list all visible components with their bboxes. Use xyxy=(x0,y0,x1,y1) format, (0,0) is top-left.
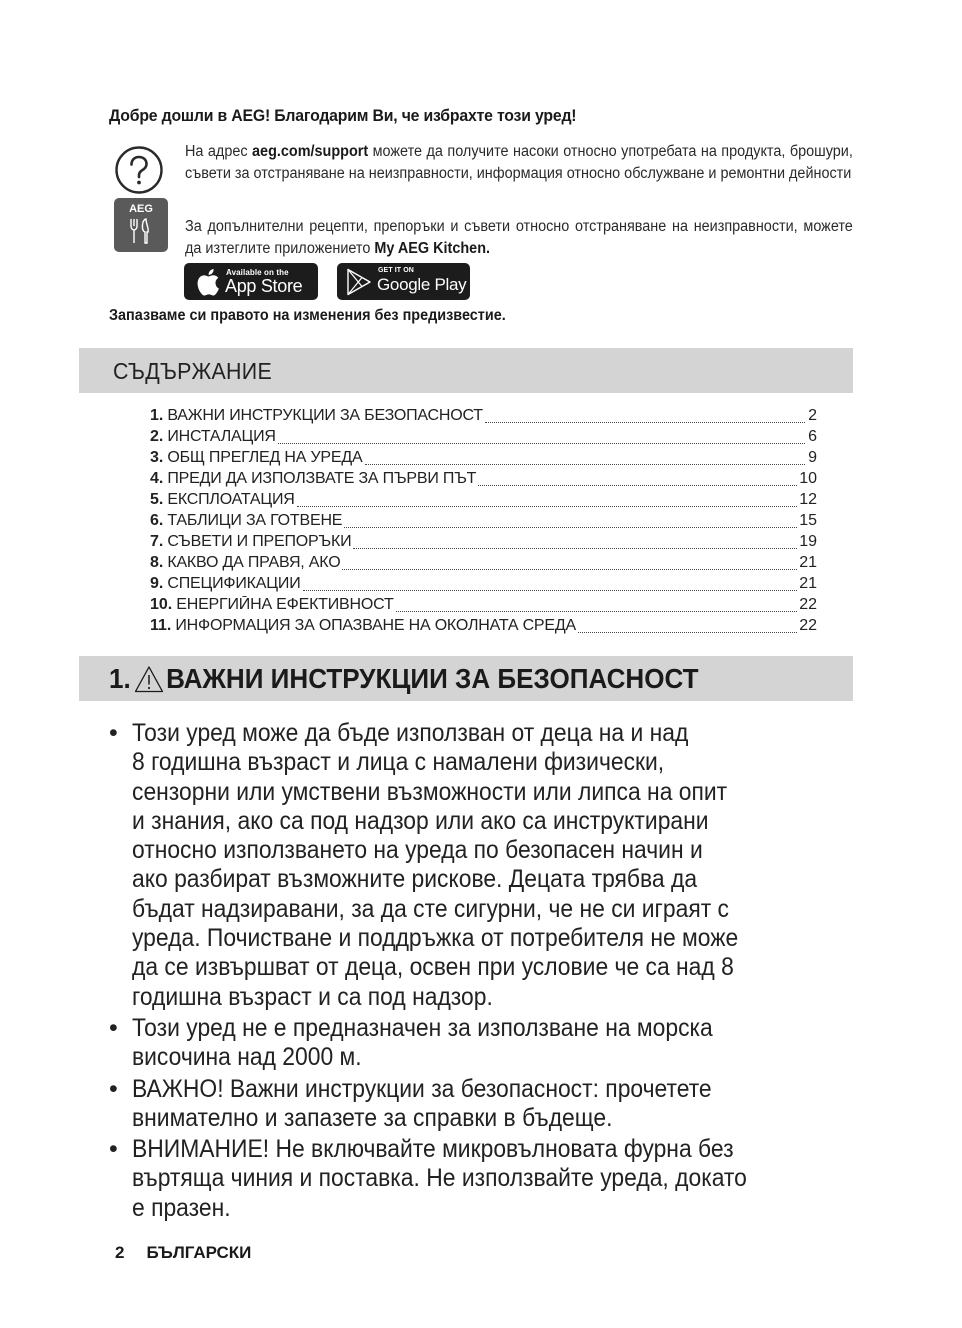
app-store-badge[interactable] xyxy=(184,263,318,300)
bullet-line: годишна възраст и са под надзор. xyxy=(132,982,493,1011)
app-name: My AEG Kitchen. xyxy=(374,239,491,257)
toc-item-number: 3. xyxy=(150,449,164,466)
toc-item-page: 22 xyxy=(799,617,817,634)
toc-item-label: ПРЕДИ ДА ИЗПОЛЗВАТЕ ЗА ПЪРВИ ПЪТ xyxy=(167,470,477,487)
toc-leader-dots xyxy=(342,569,797,570)
toc-item-number: 5. xyxy=(150,491,164,508)
bullet-text xyxy=(132,1135,837,1223)
toc-title: СЪДЪРЖАНИЕ xyxy=(113,358,272,384)
toc-leader-dots xyxy=(478,485,797,486)
app-store-small-text: Available on the xyxy=(226,268,289,277)
safety-instructions-list xyxy=(109,719,869,1223)
toc-item-number: 10. xyxy=(150,596,173,613)
toc-item-page: 6 xyxy=(808,428,817,445)
bullet-line: ВНИМАНИЕ! Не включвайте микровълновата фурна без xyxy=(132,1135,734,1164)
list-item xyxy=(109,1075,869,1134)
bullet-text xyxy=(132,1014,837,1073)
toc-item-page: 10 xyxy=(799,470,817,487)
cutlery-icon xyxy=(129,218,153,244)
toc-item[interactable] xyxy=(150,512,817,533)
toc-item-label: ВАЖНИ ИНСТРУКЦИИ ЗА БЕЗОПАСНОСТ xyxy=(167,407,483,424)
app-text: За допълнителни рецепти, препоръки и съвети относно отстраняване на неизправности, можете да изтеглите приложението xyxy=(185,218,853,257)
toc-item[interactable] xyxy=(150,575,817,596)
google-play-icon xyxy=(346,268,372,296)
toc-item[interactable] xyxy=(150,449,817,470)
bullet-text xyxy=(132,719,837,1012)
toc-item-page: 22 xyxy=(799,596,817,613)
toc-item-number: 6. xyxy=(150,512,164,529)
toc-item-number: 1. xyxy=(150,407,164,424)
toc-item-number: 4. xyxy=(150,470,164,487)
bullet-dot: • xyxy=(109,1013,118,1042)
page-footer xyxy=(115,1243,251,1263)
toc-item-page: 9 xyxy=(808,449,817,466)
bullet-line: уреда. Почистване и поддръжка от потребителя не може xyxy=(132,924,739,953)
toc-item-number: 7. xyxy=(150,533,164,550)
toc-header-bar xyxy=(79,348,853,393)
toc-leader-dots xyxy=(578,632,797,633)
page-number: 2 xyxy=(115,1243,125,1262)
toc-item-page: 21 xyxy=(799,554,817,571)
bullet-line: относно използването на уреда по безопасен начин и xyxy=(132,836,703,865)
toc-item-page: 21 xyxy=(799,575,817,592)
toc-leader-dots xyxy=(278,443,805,444)
bullet-line: ако разбират възможните рискове. Децата трябва да xyxy=(132,865,698,894)
toc-item-page: 2 xyxy=(808,407,817,424)
bullet-line: ВАЖНО! Важни инструкции за безопасност: прочетете xyxy=(132,1074,712,1103)
toc-item-page: 19 xyxy=(799,533,817,550)
bullet-dot: • xyxy=(109,719,118,747)
toc-item-label: ИНСТАЛАЦИЯ xyxy=(167,428,276,445)
toc-item[interactable] xyxy=(150,617,817,638)
bullet-line: да се извършват от деца, освен при условие че са над 8 xyxy=(132,953,734,982)
toc-leader-dots xyxy=(485,422,805,423)
toc-item-label: СПЕЦИФИКАЦИИ xyxy=(167,575,301,592)
toc-item-label: ТАБЛИЦИ ЗА ГОТВЕНЕ xyxy=(167,512,343,529)
reserve-rights-note: Запазваме си правото на изменения без предизвестие. xyxy=(109,307,506,324)
toc-item-label: ЕНЕРГИЙНА ЕФЕКТИВНОСТ xyxy=(176,596,394,613)
support-prefix: На адрес xyxy=(185,143,253,160)
toc-leader-dots xyxy=(344,527,797,528)
welcome-heading: Добре дошли в AEG! Благодарим Ви, че избрахте този уред! xyxy=(109,106,577,125)
toc-item-number: 8. xyxy=(150,554,164,571)
bullet-line: е празен. xyxy=(132,1193,231,1222)
toc-item[interactable] xyxy=(150,533,817,554)
toc-leader-dots xyxy=(353,548,797,549)
toc-item-page: 12 xyxy=(799,491,817,508)
bullet-line: въртяща чиния и поставка. Не използвайте уреда, докато xyxy=(132,1164,747,1193)
apple-icon xyxy=(194,267,220,297)
google-play-badge[interactable] xyxy=(337,263,470,300)
bullet-line: сензорни или умствени възможности или липса на опит xyxy=(132,777,728,806)
google-play-small-text: GET IT ON xyxy=(378,267,414,274)
bullet-line: и знания, ако са под надзор или ако са инструктирани xyxy=(132,806,709,835)
toc-item-label: ОБЩ ПРЕГЛЕД НА УРЕДА xyxy=(167,449,363,466)
toc-item[interactable] xyxy=(150,470,817,491)
list-item xyxy=(109,1135,869,1223)
toc-item[interactable] xyxy=(150,407,817,428)
aeg-logo-text: AEG xyxy=(129,203,153,215)
bullet-line: бъдат надзиравани, за да сте сигурни, че не си играят с xyxy=(132,894,730,923)
toc-item-label: ЕКСПЛОАТАЦИЯ xyxy=(167,491,295,508)
list-item xyxy=(109,1014,869,1073)
support-text: можете да получите насоки относно употребата на продукта, брошури, съвети за отстраняване на неизправности, информация относно обслужване и ремонтни дейности xyxy=(185,143,853,182)
support-link[interactable]: aeg.com/support xyxy=(252,143,369,160)
toc-leader-dots xyxy=(396,611,798,612)
toc-leader-dots xyxy=(365,464,806,465)
toc-item-number: 2. xyxy=(150,428,164,445)
list-item xyxy=(109,719,869,1012)
toc-item-number: 9. xyxy=(150,575,164,592)
warning-triangle-icon xyxy=(134,665,164,693)
app-paragraph xyxy=(185,216,853,259)
question-circle-icon xyxy=(114,145,164,195)
bullet-line: Този уред може да бъде използван от деца на и над xyxy=(132,719,689,747)
toc-item[interactable] xyxy=(150,554,817,575)
section-title xyxy=(109,663,699,695)
support-paragraph xyxy=(185,141,853,184)
bullet-line: внимателно и запазете за справки в бъдеще. xyxy=(132,1103,613,1132)
bullet-line: височина над 2000 м. xyxy=(132,1043,362,1072)
app-store-label: App Store xyxy=(225,276,303,296)
aeg-kitchen-app-icon xyxy=(114,198,168,252)
table-of-contents xyxy=(150,407,817,638)
toc-item[interactable] xyxy=(150,428,817,449)
footer-language: БЪЛГАРСКИ xyxy=(146,1243,252,1262)
section-header-bar xyxy=(79,656,853,701)
toc-item-label: ИНФОРМАЦИЯ ЗА ОПАЗВАНЕ НА ОКОЛНАТА СРЕДА xyxy=(175,617,576,634)
toc-item[interactable] xyxy=(150,596,817,617)
section-number: 1. xyxy=(109,663,131,694)
bullet-line: Този уред не е предназначен за използване на морска xyxy=(132,1013,713,1042)
toc-item-number: 11. xyxy=(150,617,172,634)
section-title-text: ВАЖНИ ИНСТРУКЦИИ ЗА БЕЗОПАСНОСТ xyxy=(166,663,699,694)
bullet-text xyxy=(132,1075,837,1134)
bullet-dot: • xyxy=(109,1135,118,1164)
toc-leader-dots xyxy=(297,506,798,507)
toc-item-label: СЪВЕТИ И ПРЕПОРЪКИ xyxy=(167,533,352,550)
toc-item-label: КАКВО ДА ПРАВЯ, АКО xyxy=(167,554,341,571)
google-play-label: Google Play xyxy=(377,275,467,294)
bullet-dot: • xyxy=(109,1074,118,1103)
toc-item-page: 15 xyxy=(799,512,817,529)
toc-item[interactable] xyxy=(150,491,817,512)
bullet-line: 8 годишна възраст и лица с намалени физически, xyxy=(132,748,665,777)
toc-leader-dots xyxy=(303,590,798,591)
